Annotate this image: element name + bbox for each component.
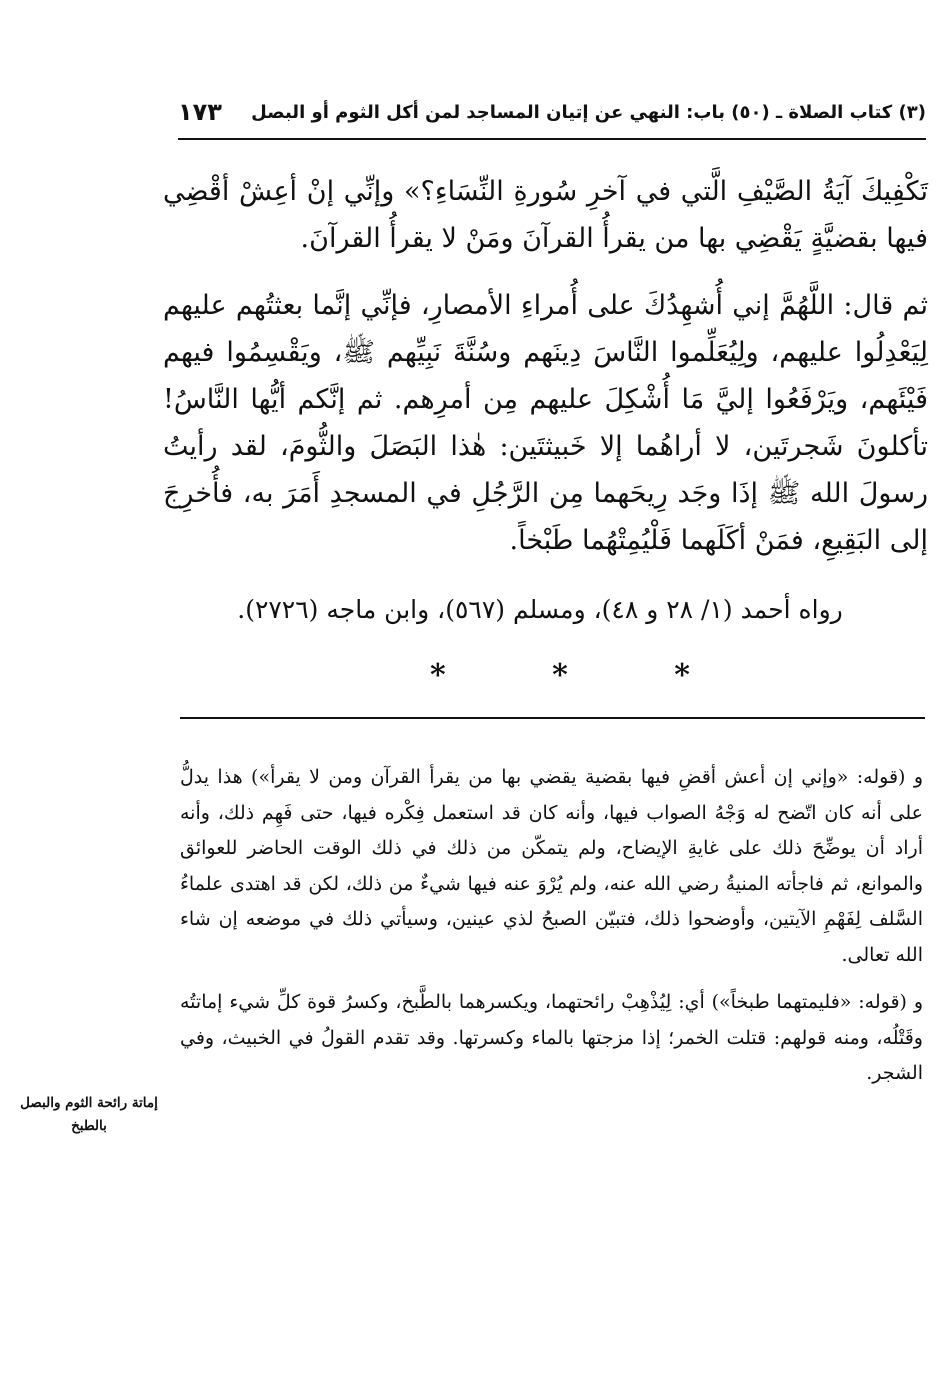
note-spacer (180, 973, 923, 985)
separator-star: * (430, 658, 446, 693)
hadith-paragraph-1: تَكْفِيكَ آيَةُ الصَّيْفِ الَّتي في آخرِ سُورةِ النِّسَاءِ؟» وإنِّي إنْ أعِشْ أقْضِي فيها بقضيَّةٍ يَقْضِي بها من يقرأُ القرآنَ ومَنْ لا يقرأُ القرآنَ. (163, 176, 928, 254)
header-divider (178, 138, 926, 140)
hadith-text (163, 168, 928, 564)
source-citation: رواه أحمد (١/ ٢٨ و ٤٨)، ومسلم (٥٦٧)، وابن ماجه (٢٧٢٦). (237, 595, 843, 624)
page-number: ١٧٣ (178, 98, 222, 126)
paragraph-spacer (163, 262, 928, 282)
chapter-title: (٣) كتاب الصلاة ـ (٥٠) باب: النهي عن إتيان المساجد لمن أكل الثوم أو البصل (251, 102, 926, 123)
running-header (178, 94, 926, 134)
hadith-paragraph-2: ثم قال: اللَّهُمَّ إني أُشهِدُكَ على أُمراءِ الأمصارِ، فإنِّي إنَّما بعثتُهم عليهم لِيَعْدِلُوا عليهم، ولِيُعَلِّموا النَّاسَ دِينَهم وسُنَّةَ نَبِيِّهم ﷺ، ويَقْسِمُوا فيهم فَيْئَهم، ويَرْفَعُوا إليَّ مَا أُشْكِلَ عليهم مِن أمرِهم. ثم إنَّكم أيُّها النَّاسُ! تأكلونَ شَجرتَين، لا أراهُما إلا خَبيثتَين: هٰذا البَصَلَ والثُّومَ، لقد رأيتُ رسولَ الله ﷺ إذَا وجَد رِيحَهما مِن الرَّجُلِ في المسجدِ أَمَرَ به، فأُخرِجَ إلى البَقِيعِ، فمَنْ أكَلَهما فَلْيُمِتْهُما طَبْخاً. (163, 290, 928, 556)
separator-star: * (552, 658, 568, 693)
commentary-note-1: و (قوله: «وإني إن أعش أقضِ فيها بقضية يقضي بها من يقرأ القرآن ومن لا يقرأ») هذا يدلُّ على أنه كان اتّضح له وَجْهُ الصواب فيها، وأنه كان قد استعمل فِكْره فيها، حتى فَهِم ذلك، وأنه أراد أن يوضِّحَ ذلك على غايةِ الإيضاح، ولم يتمكّن من ذلك في ذلك الوقت الحاضر للعوائق والموانع، ثم فاجأته المنيةُ رضي الله عنه، ولم يُرْوَ عنه فيها شيءٌ من ذلك، لكن قد اهتدى علماءُ السَّلف لِفَهْمِ الآيتين، وأوضحوا ذلك، فتبيّن الصبحُ لذي عينين، وسيأتي ذلك في موضعه إن شاء الله تعالى. (180, 766, 923, 966)
commentary-note-2: و (قوله: «فليمتهما طبخاً») أي: لِيُذْهِبْ رائحتهما، ويكسرهما بالطَّبخ، وكسرُ قوة كلِّ شيء إماتتُه وقَتْلُه، ومنه قولهم: قتلت الخمر؛ إذا مزجتها بالماء وكسرتها. وقد تقدم القولُ في الخبيث، وفي الشجر. (180, 991, 923, 1084)
commentary-notes (180, 760, 923, 1092)
footnote-divider (180, 717, 925, 719)
section-separator (430, 658, 690, 693)
separator-star: * (674, 658, 690, 693)
margin-heading: إماتة رائحة الثوم والبصل بالطبخ (20, 1095, 158, 1134)
